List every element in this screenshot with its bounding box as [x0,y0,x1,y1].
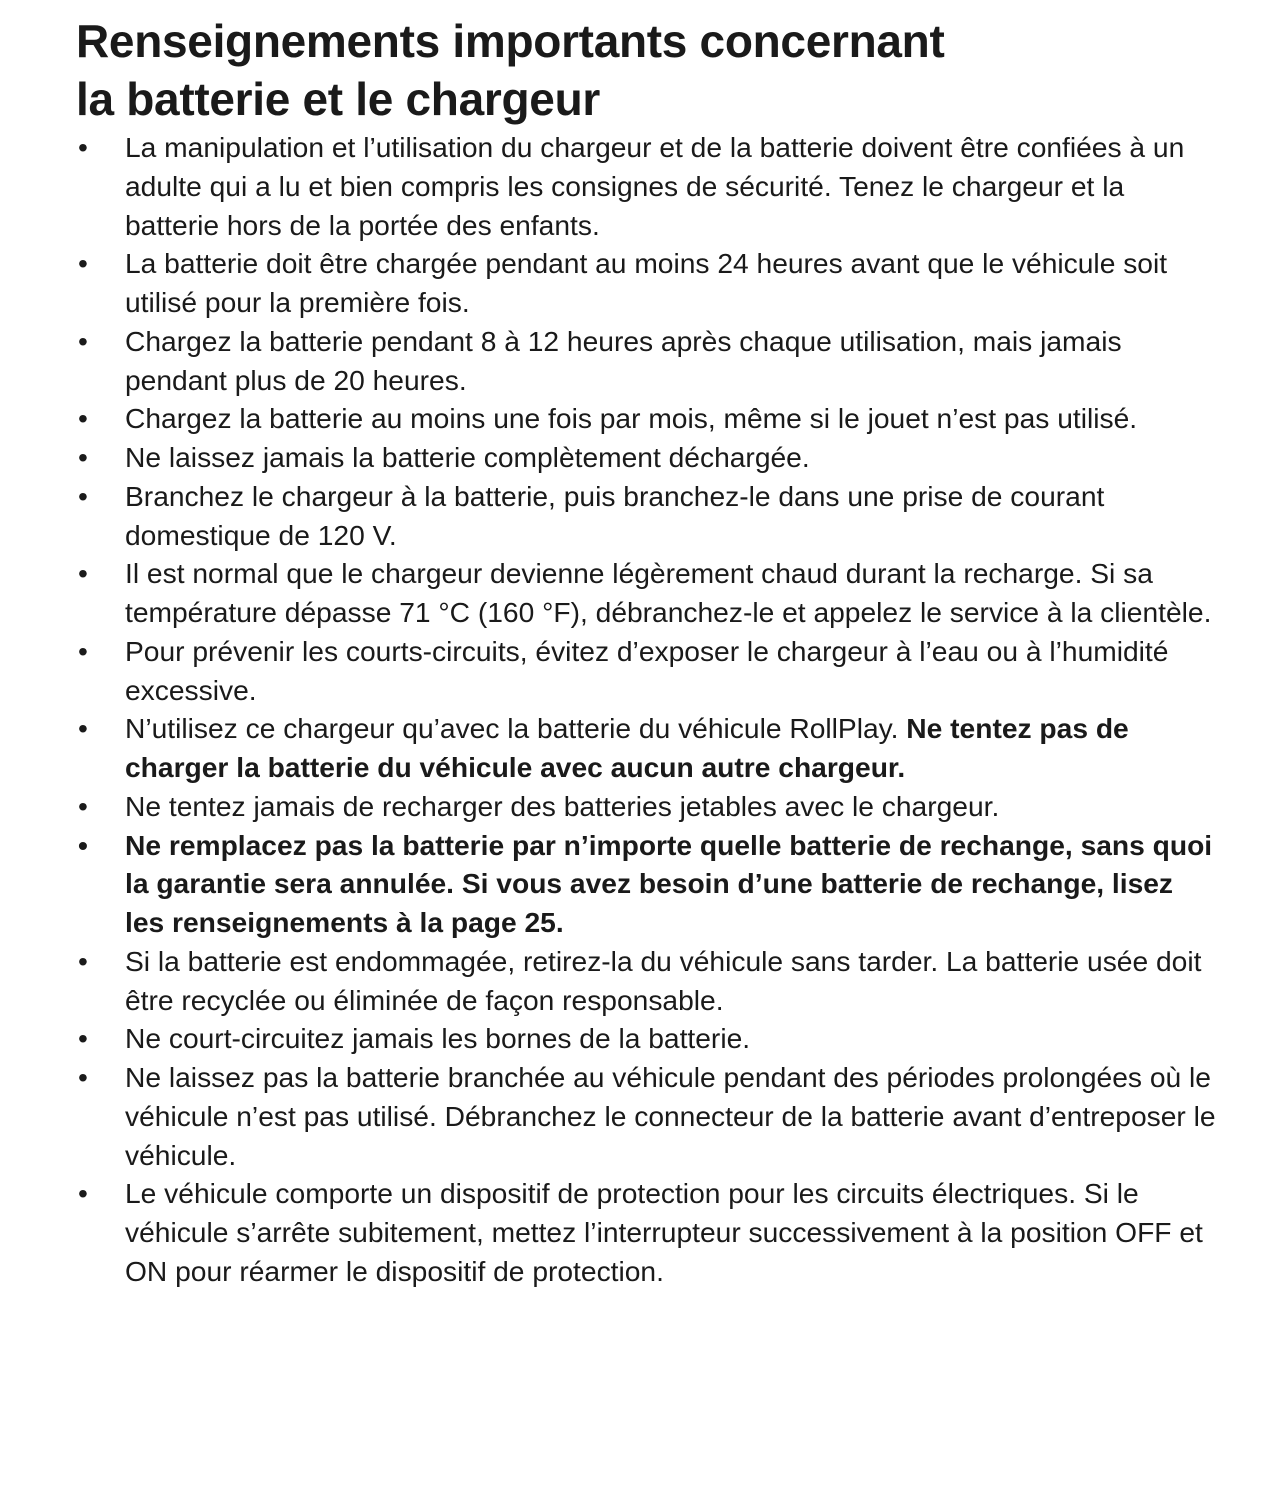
item-text: Ne laissez pas la batterie branchée au véhicule pendant des périodes prolongées où le véhicule n’est pas utilisé. Débranchez le connecteur de la batterie avant d’entreposer le véhicule. [125,1061,1216,1171]
item-bold-text: Ne tentez pas de charger la batterie du véhicule avec aucun autre chargeur. [125,712,1129,783]
item-text: Chargez la batterie au moins une fois par mois, même si le jouet n’est pas utilisé. [125,402,1138,435]
bullet-icon: • [78,828,88,861]
item-text: Le véhicule comporte un dispositif de protection pour les circuits électriques. Si le véhicule s’arrête subitement, mettez l’interrupteur successivement à la position OFF et ON pour réarmer le dispositif de protection. [125,1177,1203,1287]
list-item [76,632,1216,710]
bullet-icon: • [78,247,88,280]
list-item [76,128,1216,244]
page-title [76,12,1216,128]
item-text: La batterie doit être chargée pendant au moins 24 heures avant que le véhicule soit utilisé pour la première fois. [125,247,1168,318]
list-item [76,1058,1216,1174]
list-item [76,244,1216,322]
bullet-icon: • [78,131,88,163]
bullet-icon: • [78,1022,88,1055]
list-item [76,826,1216,942]
list-item [76,477,1216,555]
list-item [76,1174,1216,1290]
bullet-icon: • [78,634,88,667]
list-item [76,438,1216,477]
item-text: Pour prévenir les courts-circuits, évitez d’exposer le chargeur à l’eau ou à l’humidité excessive. [125,634,1169,706]
list-item [76,554,1216,632]
bullet-icon: • [78,324,88,357]
list-item [76,787,1216,826]
item-bold-text: Ne remplacez pas la batterie par n’importe quelle batterie de rechange, sans quoi la garantie sera annulée. Si vous avez besoin d’une batterie de rechange, lisez les renseignements à la page 25. [125,828,1213,938]
list-item [76,322,1216,400]
bullet-icon: • [78,479,88,512]
item-text: La manipulation et l’utilisation du chargeur et de la batterie doivent être confiées à un adulte qui a lu et bien compris les consignes de sécurité. Tenez le chargeur et la batterie hors de la portée des enfants. [125,131,1185,241]
bullet-icon: • [78,402,88,435]
bullet-icon: • [78,1177,88,1210]
bullet-icon: • [78,1061,88,1093]
bullet-icon: • [78,712,88,745]
item-text: Si la batterie est endommagée, retirez-la du véhicule sans tarder. La batterie usée doit être recyclée ou éliminée de façon responsable. [125,944,1202,1016]
list-item [76,399,1216,438]
title-line-1: Renseignements importants concernant [76,15,945,67]
item-text: N’utilisez ce chargeur qu’avec la batterie du véhicule RollPlay. [125,712,907,745]
item-text: Il est normal que le chargeur devienne légèrement chaud durant la recharge. Si sa température dépasse 71 °C (160 °F), débranchez-le et appelez le service à la clientèle. [125,557,1212,628]
list-item [76,1019,1216,1058]
bullet-icon: • [78,789,88,822]
item-text: Ne court-circuitez jamais les bornes de la batterie. [125,1022,751,1055]
item-text: Branchez le chargeur à la batterie, puis branchez-le dans une prise de courant domestique de 120 V. [125,479,1105,551]
safety-list [76,128,1216,1291]
list-item [76,942,1216,1020]
bullet-icon: • [78,944,88,977]
bullet-icon: • [78,557,88,590]
bullet-icon: • [78,441,88,473]
title-line-2: la batterie et le chargeur [76,73,600,125]
item-text: Ne tentez jamais de recharger des batteries jetables avec le chargeur. [125,789,1000,822]
list-item [76,709,1216,787]
document-page [76,12,1216,1291]
item-text: Chargez la batterie pendant 8 à 12 heures après chaque utilisation, mais jamais pendant plus de 20 heures. [125,324,1122,396]
item-text: Ne laissez jamais la batterie complètement déchargée. [125,441,810,473]
